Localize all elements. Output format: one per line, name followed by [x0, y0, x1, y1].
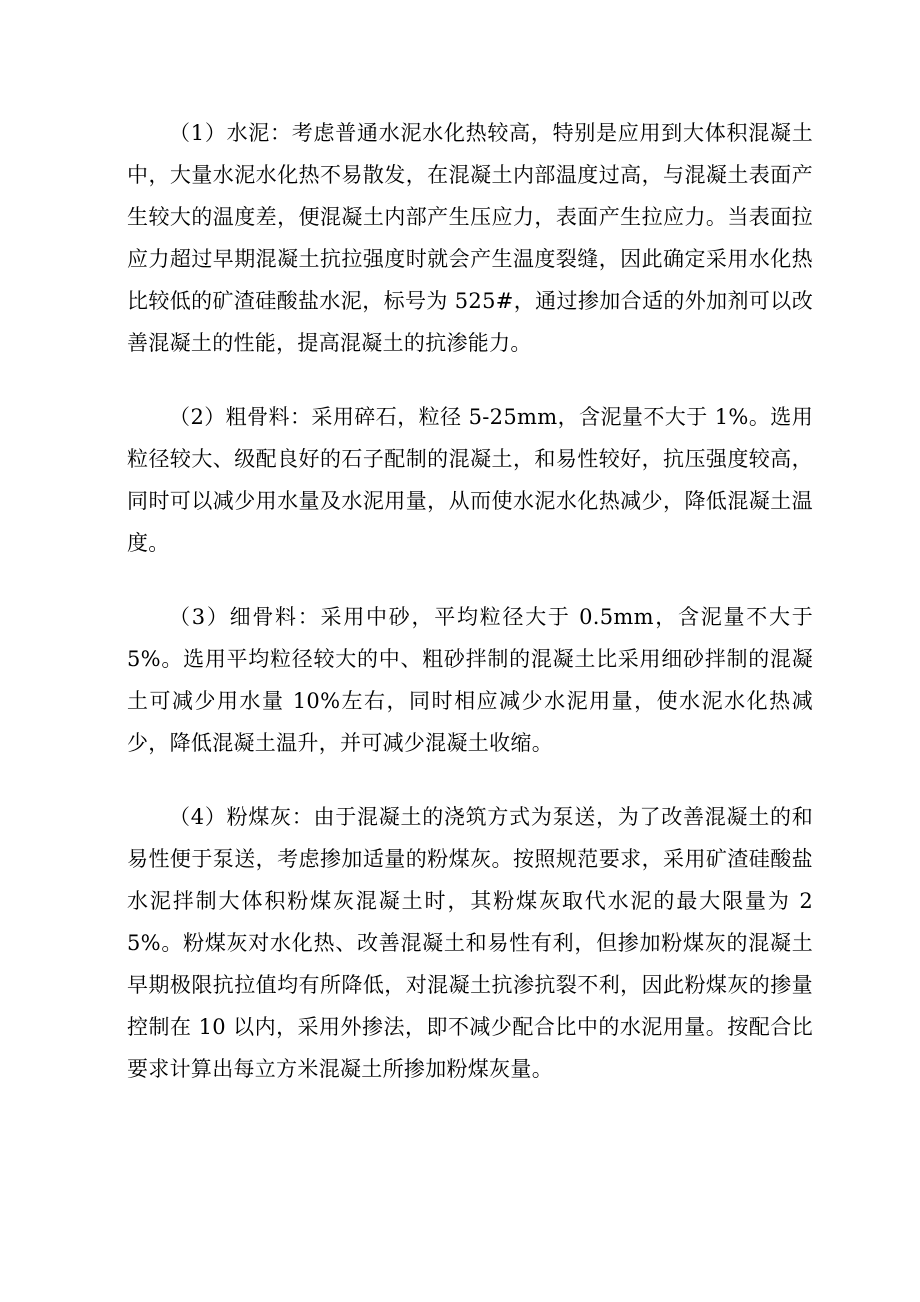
document-body	[127, 112, 813, 1090]
paragraph-fly-ash: （4）粉煤灰：由于混凝土的浇筑方式为泵送，为了改善混凝土的和易性便于泵送，考虑掺加适量的粉煤灰。按照规范要求，采用矿渣硅酸盐水泥拌制大体积粉煤灰混凝土时，其粉煤灰取代水泥的最大限量为 25%。粉煤灰对水化热、改善混凝土和易性有利，但掺加粉煤灰的混凝土早期极限抗拉值均有所降低，对混凝土抗渗抗裂不利，因此粉煤灰的掺量控制在 10 以内，采用外掺法，即不减少配合比中的水泥用量。按配合比要求计算出每立方米混凝土所掺加粉煤灰量。	[127, 805, 813, 1081]
paragraph-cement: （1）水泥：考虑普通水泥水化热较高，特别是应用到大体积混凝土中，大量水泥水化热不易散发，在混凝土内部温度过高，与混凝土表面产生较大的温度差，便混凝土内部产生压应力，表面产生拉应力。当表面拉应力超过早期混凝土抗拉强度时就会产生温度裂缝，因此确定采用水化热比较低的矿渣硅酸盐水泥，标号为 525#，通过掺加合适的外加剂可以改善混凝土的性能，提高混凝土的抗渗能力。	[127, 121, 813, 355]
paragraph-spacer	[127, 764, 813, 796]
paragraph-fine-aggregate: （3）细骨料：采用中砂，平均粒径大于 0.5mm，含泥量不大于 5%。选用平均粒径较大的中、粗砂拌制的混凝土比采用细砂拌制的混凝土可减少用水量 10%左右，同时相应减少水泥用量，使水泥水化热减少，降低混凝土温升，并可减少混凝土收缩。	[127, 605, 813, 755]
paragraph-coarse-aggregate: （2）粗骨料：采用碎石，粒径 5-25mm，含泥量不大于 1%。选用粒径较大、级配良好的石子配制的混凝土，和易性较好，抗压强度较高，同时可以减少用水量及水泥用量，从而使水泥水化热减少，降低混凝土温度。	[127, 405, 813, 555]
paragraph-spacer	[127, 364, 813, 396]
paragraph-spacer	[127, 564, 813, 596]
